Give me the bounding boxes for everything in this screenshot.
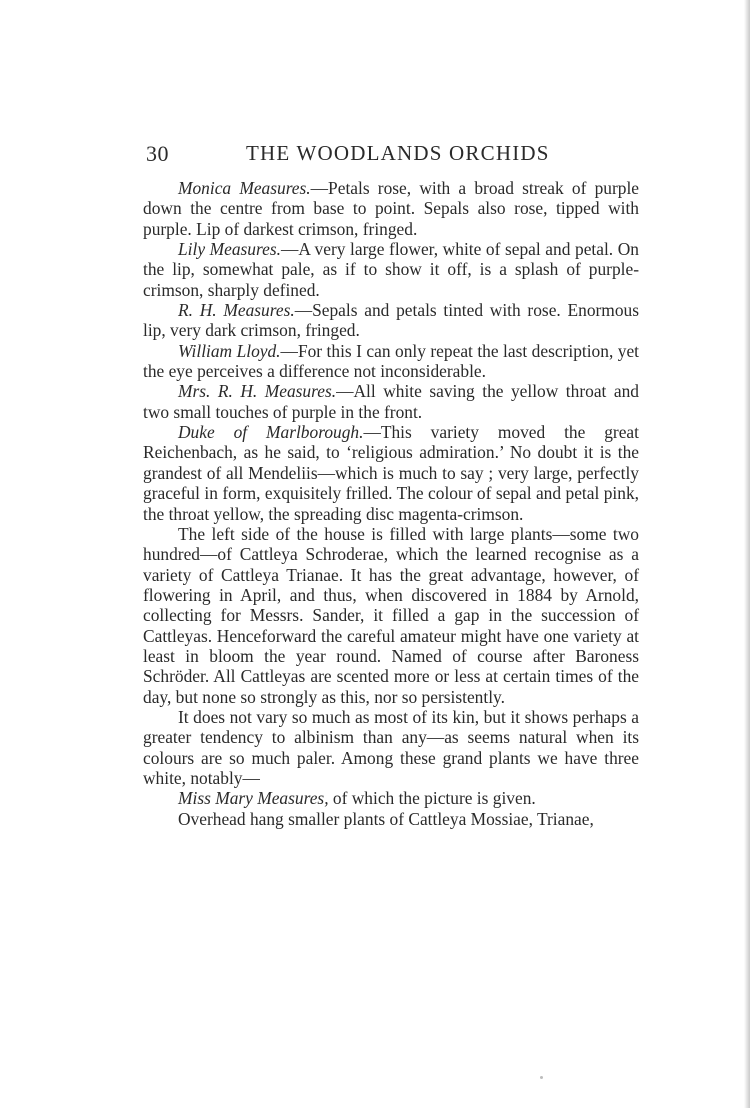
variety-name: William Lloyd. [178,340,281,361]
variety-name: R. H. Measures. [178,300,295,321]
paper-speck [540,1076,543,1079]
running-title: THE WOODLANDS ORCHIDS [246,141,550,165]
paragraph-text: —For this I can only repeat the last description, yet the eye perceives a difference not inconsiderable. [143,340,639,382]
paragraph-text: —A very large flower, white of sepal and petal. On the lip, somewhat pale, as if to show it off, is a splash of purple-crimson, sharply defined. [143,239,639,300]
page-edge-shadow [744,0,750,1108]
page-number: 30 [146,141,169,166]
paragraph [143,809,639,829]
variety-name: Miss Mary Measures, [178,788,329,809]
paragraph [143,707,639,788]
paragraph [143,341,639,382]
paragraph [143,239,639,300]
paragraph [143,178,639,239]
paragraph [143,422,639,524]
paragraph-text: —All white saving the yellow throat and two small touches of purple in the front. [143,381,639,422]
paragraph [143,381,639,422]
body-text [143,178,639,829]
variety-name: Lily Measures. [178,239,281,260]
paragraph-text: The left side of the house is filled with large plants—some two hundred—of Cattleya Schroderae, which the learned recognise as a variety of Cattleya Trianae. It has the great advantage, however, of flowering in April, and thus, when discovered in 1884 by Arnold, collecting for Messrs. Sander, it filled a gap in the succession of Cattleyas. Henceforward the careful amateur might have one variety at least in bloom the year round. Named of course after Baroness Schröder. All Cattleyas are scented more or less at certain times of the day, but none so strongly as this, nor so persistently. [143,523,639,707]
paragraph-text: —Sepals and petals tinted with rose. Enormous lip, very dark crimson, fringed. [143,300,639,341]
variety-name: Mrs. R. H. Measures. [178,381,337,402]
paragraph-text: —This variety moved the great Reichenbach, as he said, to ‘religious admiration.’ No doubt it is the grandest of all Mendeliis—which is much to say ; very large, perfectly graceful in form, exquisitely frilled. The colour of sepal and petal pink, the throat yellow, the spreading disc magenta-crimson. [143,422,639,524]
variety-name: Monica Measures. [178,178,311,198]
paragraph-text: It does not vary so much as most of its kin, but it shows perhaps a greater tendency to albinism than any—as seems natural when its colours are so much paler. Among these grand plants we have three white, notably— [143,706,639,788]
paragraph [143,300,639,341]
paragraph [143,788,639,808]
paragraph-text: of which the picture is given. [328,788,536,809]
paragraph-text: Overhead hang smaller plants of Cattleya Mossiae, Trianae, [178,808,594,829]
paragraph [143,524,639,707]
paragraph-text: —Petals rose, with a broad streak of purple down the centre from base to point. Sepals also rose, tipped with purple. Lip of darkest crimson, fringed. [143,178,640,239]
page-header [146,141,646,169]
variety-name: Duke of Marlborough. [178,422,364,443]
